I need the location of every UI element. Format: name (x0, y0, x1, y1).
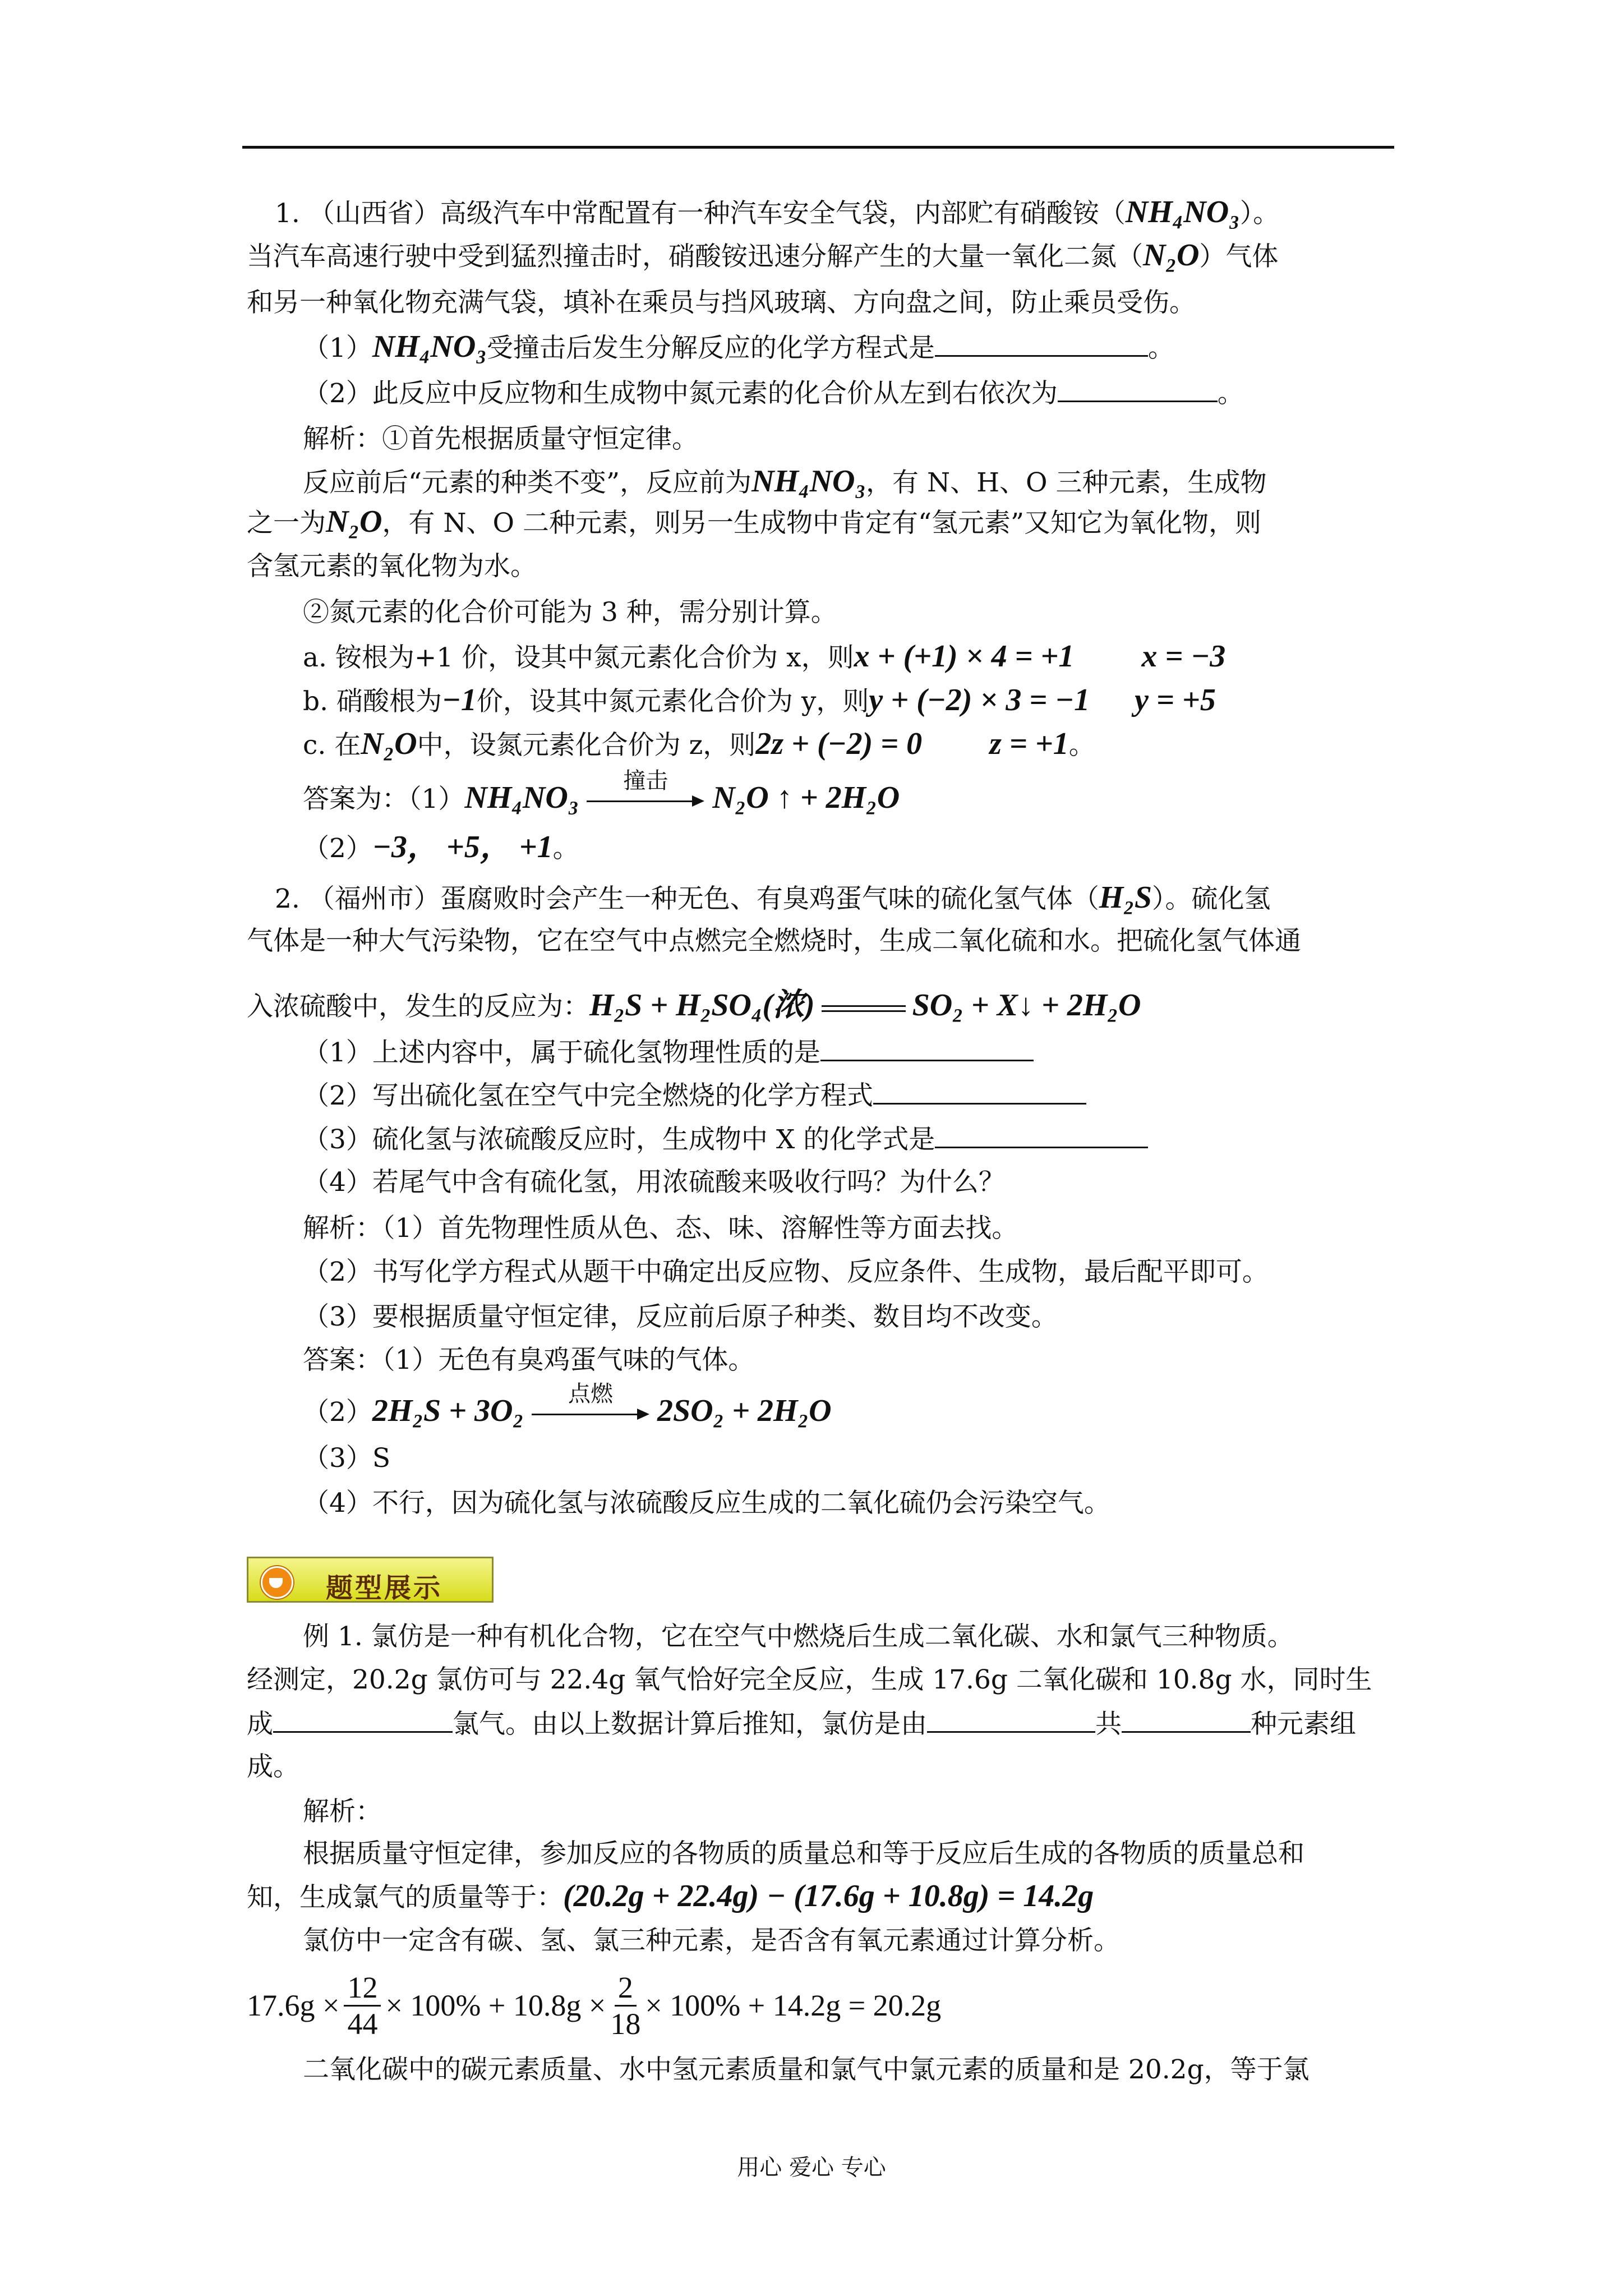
q1-sub2: （2）此反应中反应物和生成物中氮元素的化合价从左到右依次为 。 (303, 376, 1453, 411)
q1-analysis1: 解析：①首先根据质量守恒定律。 (303, 424, 698, 454)
q1-answer2: （2）−3， +5， +1。 (303, 830, 579, 864)
answer-blank[interactable] (1058, 376, 1218, 402)
q1-line2: 当汽车高速行驶中受到猛烈撞击时，硝酸铵迅速分解产生的大量一氧化二氮（N₂O）气体 (247, 238, 1279, 273)
q2-line2: 气体是一种大气污染物，它在空气中点燃完全燃烧时，生成二氧化硫和水。把硫化氢气体通 (247, 926, 1301, 956)
ex1-analysis3: 氯仿中一定含有碳、氢、氯三种元素，是否含有氧元素通过计算分析。 (303, 1925, 1120, 1956)
q2-sub4: （4）若尾气中含有硫化氢，用浓硫酸来吸收行吗？为什么？ (303, 1167, 1005, 1198)
reaction-equals (822, 1003, 906, 1014)
ex1-line1: 例 1. 氯仿是一种有机化合物，它在空气中燃烧后生成二氧化碳、水和氯气三种物质。 (303, 1621, 1294, 1652)
q1-line3: 和另一种氧化物充满气袋，填补在乘员与挡风玻璃、方向盘之间，防止乘员受伤。 (247, 287, 1196, 318)
q2-sub1: （1）上述内容中，属于硫化氢物理性质的是 (303, 1035, 1453, 1070)
fraction: $\frac{2}{18}$ (610, 1970, 641, 2041)
ex1-line4: 成。 (247, 1751, 299, 1782)
q1-analysis3: 之一为N₂O，有 N、O 二种元素，则另一生成物中肯定有“氢元素”又知它为氧化物，则 (247, 504, 1261, 539)
ex1-analysis-label: 解析： (303, 1796, 382, 1827)
ex1-formula: 17.6g × $\frac{12}{44}$ × 100% + 10.8g × $\frac{2}{18}$ × 100% + 14.2g = 20.2g (247, 1970, 942, 2041)
reaction-arrow: 撞击 (587, 790, 704, 812)
answer-blank[interactable] (927, 1706, 1095, 1733)
q1-line1: 1. （山西省）高级汽车中常配置有一种汽车安全气袋，内部贮有硝酸铵（NH₄NO₃）。 (275, 195, 1280, 229)
header-rule (242, 146, 1394, 149)
ex1-analysis2: 知，生成氯气的质量等于：(20.2g + 22.4g) − (17.6g + 10.8g) = 14.2g (247, 1879, 1094, 1913)
answer-blank[interactable] (935, 330, 1148, 357)
q1-calc-c: c. 在N₂O中，设氮元素化合价为 z，则2z + (−2) = 0 z = +1。 (303, 726, 1095, 761)
orange-circle-icon (261, 1566, 293, 1599)
q2-line3: 入浓硫酸中，发生的反应为：H₂S + H₂SO₄(浓) SO₂ + X↓ + 2H₂O (247, 988, 1141, 1023)
q1-analysis5: ②氮元素的化合价可能为 3 种，需分别计算。 (303, 597, 837, 628)
q2-analysis2: （2）书写化学方程式从题干中确定出反应物、反应条件、生成物，最后配平即可。 (303, 1257, 1269, 1287)
answer-blank[interactable] (820, 1035, 1034, 1061)
section-badge-label: 题型展示 (326, 1572, 443, 1604)
q2-sub3: （3）硫化氢与浓硫酸反应时，生成物中 X 的化学式是 (303, 1122, 1453, 1157)
ex1-line3: 成 氯气。由以上数据计算后推知，氯仿是由 共 种元素组 (247, 1706, 1396, 1741)
ex1-analysis1: 根据质量守恒定律，参加反应的各物质的质量总和等于反应后生成的各物质的质量总和 (303, 1838, 1304, 1869)
q2-sub2: （2）写出硫化氢在空气中完全燃烧的化学方程式 (303, 1078, 1453, 1113)
q2-answer1: 答案：（1）无色有臭鸡蛋气味的气体。 (303, 1345, 755, 1375)
q1-calc-b: b. 硝酸根为−1价，设其中氮元素化合价为 y，则y + (−2) × 3 = −1 y = +5 (303, 683, 1216, 717)
answer-blank[interactable] (873, 1078, 1086, 1105)
q2-answer3: （3）S (303, 1443, 391, 1474)
q2-analysis3: （3）要根据质量守恒定律，反应前后原子种类、数目均不改变。 (303, 1301, 1058, 1332)
q2-answer2: （2）2H₂S + 3O₂ 点燃 2SO₂ + 2H₂O (303, 1381, 832, 1428)
q2-answer4: （4）不行，因为硫化氢与浓硫酸反应生成的二氧化硫仍会污染空气。 (303, 1488, 1110, 1519)
q1-analysis2: 反应前后“元素的种类不变”，反应前为NH₄NO₃，有 N、H、O 三种元素，生成物 (303, 464, 1267, 499)
q1-sub1: （1）NH₄NO₃受撞击后发生分解反应的化学方程式是 。 (303, 329, 1174, 364)
answer-blank[interactable] (1122, 1706, 1251, 1733)
ex1-last-line: 二氧化碳中的碳元素质量、水中氢元素质量和氯气中氯元素的质量和是 20.2g，等于氯 (303, 2054, 1310, 2085)
q1-analysis4: 含氢元素的氧化物为水。 (247, 551, 537, 582)
q1-calc-a: a. 铵根为+1 价，设其中氮元素化合价为 x，则x + (+1) × 4 = +1 x = −3 (303, 639, 1226, 674)
fraction: $\frac{12}{44}$ (344, 1970, 381, 2041)
ex1-line2: 经测定，20.2g 氯仿可与 22.4g 氧气恰好完全反应，生成 17.6g 二氧化碳和 10.8g 水，同时生 (247, 1664, 1372, 1695)
page-footer: 用心 爱心 专心 (737, 2155, 886, 2180)
q1-answer1: 答案为：（1）NH₄NO₃ 撞击 N₂O ↑ + 2H₂O (303, 768, 900, 815)
answer-blank[interactable] (273, 1706, 453, 1733)
q2-line1: 2. （福州市）蛋腐败时会产生一种无色、有臭鸡蛋气味的硫化氢气体（H₂S）。硫化氢 (275, 880, 1271, 915)
reaction-arrow: 点燃 (532, 1403, 649, 1425)
answer-blank[interactable] (935, 1122, 1148, 1148)
section-badge (247, 1557, 494, 1603)
q2-analysis1: 解析：（1）首先物理性质从色、态、味、溶解性等方面去找。 (303, 1213, 1018, 1244)
